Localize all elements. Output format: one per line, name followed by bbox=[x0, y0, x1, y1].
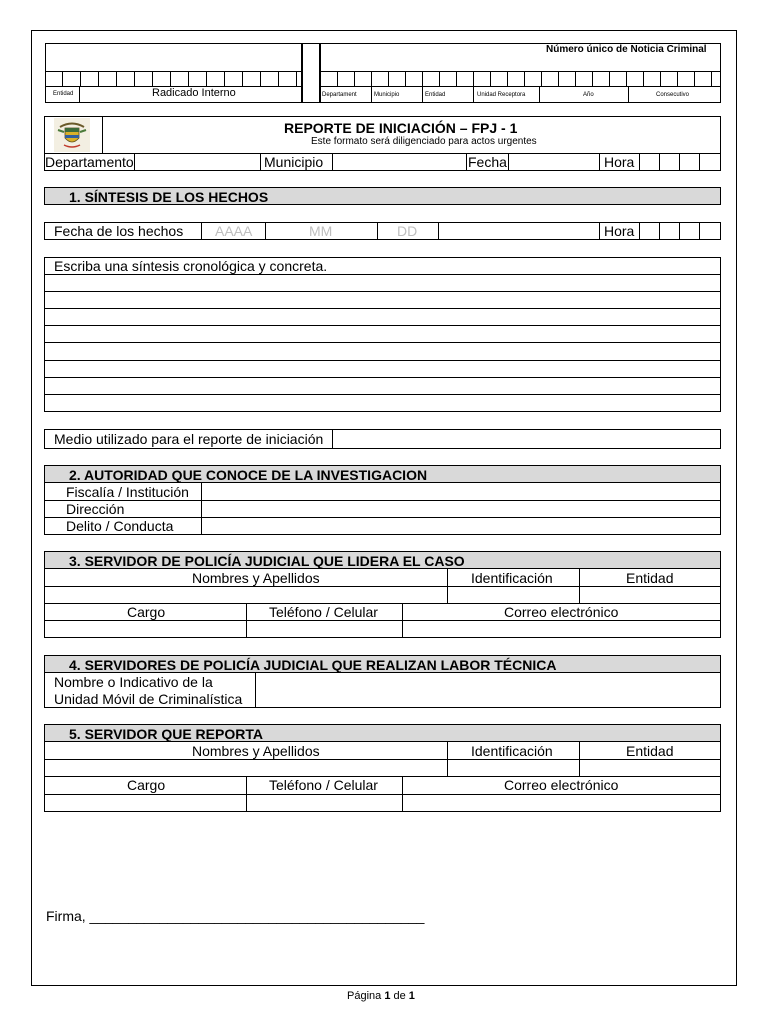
nunc-digit-divider-4 bbox=[405, 71, 406, 86]
fecha-divider-1 bbox=[265, 222, 266, 240]
nunc-digit-divider-8 bbox=[473, 71, 474, 86]
delito-label: Delito / Conducta bbox=[66, 518, 174, 534]
s5-cargo-header: Cargo bbox=[127, 777, 166, 793]
section-2-heading: 2. AUTORIDAD QUE CONOCE DE LA INVESTIGACION bbox=[44, 465, 721, 483]
nunc-label-entidad: Entidad bbox=[425, 92, 446, 98]
location-divider-0 bbox=[134, 153, 135, 171]
sintesis-line-7[interactable] bbox=[44, 394, 721, 395]
s3-entidad-header: Entidad bbox=[626, 570, 674, 586]
sintesis-line-3[interactable] bbox=[44, 325, 721, 326]
firma-line: Firma, ___________________________________________ bbox=[46, 908, 425, 924]
s3-telefono-header: Teléfono / Celular bbox=[269, 604, 378, 620]
nunc-digit-divider-12 bbox=[541, 71, 542, 86]
page-footer bbox=[347, 991, 415, 1002]
section-5-heading: 5. SERVIDOR QUE REPORTA bbox=[44, 724, 721, 742]
location-divider-5 bbox=[599, 153, 600, 171]
nunc-digit-divider-3 bbox=[388, 71, 389, 86]
s3-cargo-header: Cargo bbox=[127, 604, 166, 620]
location-divider-1 bbox=[260, 153, 261, 171]
nunc-digit-divider-7 bbox=[456, 71, 457, 86]
footer-page: 1 bbox=[384, 990, 391, 1002]
fecha-divider-7 bbox=[679, 222, 680, 240]
sintesis-box bbox=[44, 257, 721, 412]
radicado-digit-divider-7 bbox=[188, 71, 189, 86]
radicado-digit-divider-8 bbox=[206, 71, 207, 86]
aaaa-placeholder: AAAA bbox=[215, 223, 253, 239]
sintesis-line-0[interactable] bbox=[44, 274, 721, 275]
nunc-digit-divider-19 bbox=[660, 71, 661, 86]
nunc-digit-divider-10 bbox=[507, 71, 508, 86]
radicado-digit-divider-2 bbox=[98, 71, 99, 86]
radicado-digit-divider-0 bbox=[62, 71, 63, 86]
nunc-label-municipio: Municipio bbox=[374, 92, 400, 98]
radicado-digit-divider-11 bbox=[260, 71, 261, 86]
s3-correo-header: Correo electrónico bbox=[504, 604, 619, 620]
unidad-label-line2: Unidad Móvil de Criminalística bbox=[54, 691, 243, 707]
sintesis-prompt: Escriba una síntesis cronológica y concreta. bbox=[54, 258, 328, 274]
fecha-divider-3 bbox=[438, 222, 439, 240]
hora-label: Hora bbox=[604, 154, 635, 170]
unidad-label-line1: Nombre o Indicativo de la bbox=[54, 674, 213, 690]
radicado-label: Radicado Interno bbox=[152, 87, 236, 99]
fecha-hechos-label: Fecha de los hechos bbox=[54, 223, 184, 239]
nunc-digit-divider-14 bbox=[575, 71, 576, 86]
nunc-digit-divider-20 bbox=[677, 71, 678, 86]
municipio-label: Municipio bbox=[264, 154, 324, 170]
nunc-digit-divider-21 bbox=[694, 71, 695, 86]
radicado-digit-divider-9 bbox=[224, 71, 225, 86]
departamento-label: Departamento bbox=[45, 154, 134, 170]
s3-identificacion-header: Identificación bbox=[471, 570, 553, 586]
sintesis-line-4[interactable] bbox=[44, 342, 721, 343]
nunc-spacer-box bbox=[302, 43, 320, 103]
entidad-label: Entidad bbox=[53, 91, 74, 97]
sintesis-line-2[interactable] bbox=[44, 308, 721, 309]
location-divider-3 bbox=[466, 153, 467, 171]
location-divider-7 bbox=[659, 153, 660, 171]
medio-label: Medio utilizado para el reporte de iniciación bbox=[54, 431, 324, 447]
s5-telefono-header: Teléfono / Celular bbox=[269, 777, 378, 793]
hora-hechos-label: Hora bbox=[604, 223, 635, 239]
fecha-divider-4 bbox=[599, 222, 600, 240]
radicado-digit-divider-12 bbox=[278, 71, 279, 86]
location-divider-2 bbox=[332, 153, 333, 171]
fecha-divider-0 bbox=[201, 222, 202, 240]
form-title: REPORTE DE INICIACIÓN – FPJ - 1 bbox=[284, 120, 518, 136]
section-4-heading: 4. SERVIDORES DE POLICÍA JUDICIAL QUE REALIZAN LABOR TÉCNICA bbox=[44, 655, 721, 673]
radicado-digit-divider-6 bbox=[170, 71, 171, 86]
nunc-digit-divider-11 bbox=[524, 71, 525, 86]
radicado-label-divider-0 bbox=[79, 86, 80, 103]
fecha-divider-5 bbox=[639, 222, 640, 240]
location-divider-6 bbox=[639, 153, 640, 171]
s5-entidad-header: Entidad bbox=[626, 743, 674, 759]
mm-placeholder: MM bbox=[309, 223, 333, 239]
s3-nombres-header: Nombres y Apellidos bbox=[192, 570, 320, 586]
nunc-digit-divider-22 bbox=[711, 71, 712, 86]
fecha-divider-8 bbox=[699, 222, 700, 240]
nunc-label-divider-3 bbox=[539, 86, 540, 103]
nunc-title: Número único de Noticia Criminal bbox=[546, 44, 707, 55]
location-divider-8 bbox=[679, 153, 680, 171]
fecha-divider-2 bbox=[377, 222, 378, 240]
nunc-digit-divider-2 bbox=[371, 71, 372, 86]
sintesis-line-6[interactable] bbox=[44, 377, 721, 378]
nunc-digit-divider-15 bbox=[592, 71, 593, 86]
location-divider-9 bbox=[699, 153, 700, 171]
section-3-heading: 3. SERVIDOR DE POLICÍA JUDICIAL QUE LIDERA EL CASO bbox=[44, 551, 721, 569]
location-divider-4 bbox=[508, 153, 509, 171]
nunc-digit-divider-5 bbox=[422, 71, 423, 86]
radicado-digit-divider-3 bbox=[116, 71, 117, 86]
nunc-label-departamento: Departament bbox=[322, 92, 357, 98]
sintesis-line-1[interactable] bbox=[44, 291, 721, 292]
direccion-label: Dirección bbox=[66, 501, 125, 517]
nunc-digit-divider-18 bbox=[643, 71, 644, 86]
radicado-digit-divider-10 bbox=[242, 71, 243, 86]
footer-total: 1 bbox=[408, 990, 415, 1002]
nunc-label-divider-1 bbox=[422, 86, 423, 103]
fecha-divider-6 bbox=[659, 222, 660, 240]
nunc-label-divider-2 bbox=[473, 86, 474, 103]
footer-mid: de bbox=[390, 990, 409, 1002]
s5-nombres-header: Nombres y Apellidos bbox=[192, 743, 320, 759]
coat-of-arms-icon bbox=[54, 118, 90, 152]
section-1-heading: 1. SÍNTESIS DE LOS HECHOS bbox=[44, 187, 721, 205]
fiscalia-label: Fiscalía / Institución bbox=[66, 484, 189, 500]
nunc-label-consecutivo: Consecutivo bbox=[656, 92, 690, 98]
form-subtitle: Este formato será diligenciado para actos urgentes bbox=[311, 136, 537, 147]
nunc-label-anio: Año bbox=[583, 92, 594, 98]
dd-placeholder: DD bbox=[397, 223, 418, 239]
footer-prefix: Página bbox=[347, 990, 385, 1002]
radicado-digit-divider-5 bbox=[152, 71, 153, 86]
radicado-digit-divider-13 bbox=[296, 71, 297, 86]
nunc-digit-divider-16 bbox=[609, 71, 610, 86]
sintesis-line-5[interactable] bbox=[44, 360, 721, 361]
s5-correo-header: Correo electrónico bbox=[504, 777, 619, 793]
nunc-label-divider-4 bbox=[628, 86, 629, 103]
fecha-label: Fecha bbox=[468, 154, 507, 170]
nunc-digit-divider-17 bbox=[626, 71, 627, 86]
nunc-label-divider-0 bbox=[371, 86, 372, 103]
nunc-digit-divider-13 bbox=[558, 71, 559, 86]
nunc-digit-divider-6 bbox=[439, 71, 440, 86]
nunc-digit-divider-0 bbox=[337, 71, 338, 86]
radicado-digit-divider-1 bbox=[80, 71, 81, 86]
nunc-digit-divider-9 bbox=[490, 71, 491, 86]
nunc-digit-divider-1 bbox=[354, 71, 355, 86]
nunc-label-unidad: Unidad Receptora bbox=[477, 92, 526, 98]
radicado-digit-divider-4 bbox=[134, 71, 135, 86]
s5-identificacion-header: Identificación bbox=[471, 743, 553, 759]
